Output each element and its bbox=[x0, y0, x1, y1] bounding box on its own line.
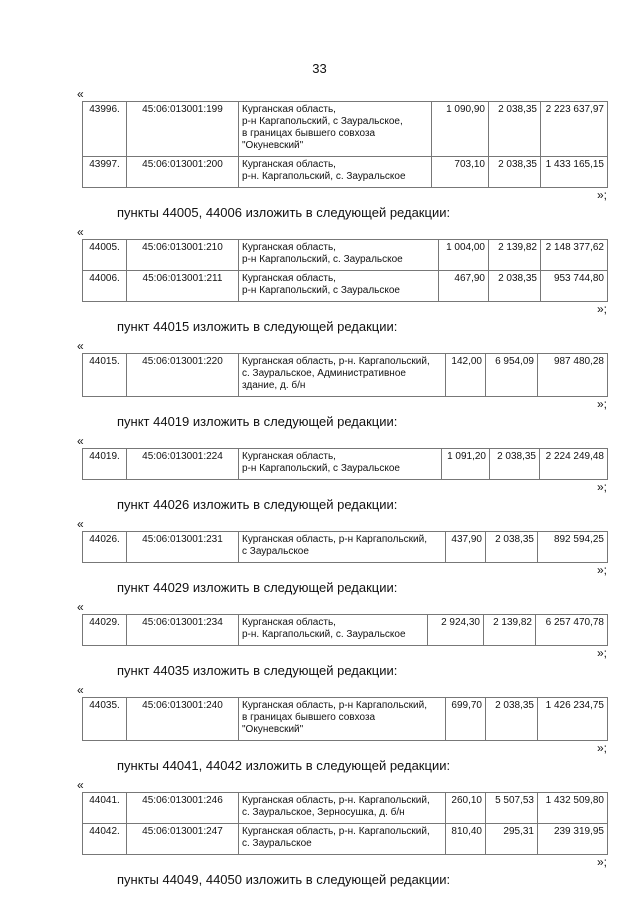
object-address: Курганская область, р-н Каргапольский, с Зауральское, в границах бывшего совхоза "Окуневский" bbox=[239, 102, 432, 157]
item-number: 44006. bbox=[83, 271, 127, 302]
table-row bbox=[83, 240, 608, 271]
amendment-instruction: пункты 44049, 44050 изложить в следующей редакции: bbox=[117, 872, 451, 887]
table-row bbox=[83, 793, 608, 824]
object-address: Курганская область, р-н. Каргапольский, с. Зауральское bbox=[239, 615, 428, 646]
table-row bbox=[83, 157, 608, 188]
amendment-table bbox=[82, 353, 608, 397]
object-area: 437,90 bbox=[446, 532, 486, 563]
table-row bbox=[83, 615, 608, 646]
object-area: 1 004,00 bbox=[439, 240, 489, 271]
object-address: Курганская область, р-н. Каргапольский, с. Зауральское, Административное здание, д. б/н bbox=[239, 354, 446, 397]
opening-quote: « bbox=[77, 87, 84, 101]
item-number: 44019. bbox=[83, 449, 127, 480]
specific-value: 5 507,53 bbox=[486, 793, 538, 824]
amendment-block bbox=[0, 88, 639, 202]
opening-quote: « bbox=[77, 434, 84, 448]
cadastral-value: 2 148 377,62 bbox=[541, 240, 608, 271]
specific-value: 2 038,35 bbox=[489, 102, 541, 157]
specific-value: 295,31 bbox=[486, 824, 538, 855]
closing-quote: »; bbox=[596, 563, 607, 577]
cadastral-value: 1 433 165,15 bbox=[541, 157, 608, 188]
cadastral-value: 892 594,25 bbox=[538, 532, 608, 563]
specific-value: 6 954,09 bbox=[486, 354, 538, 397]
specific-value: 2 139,82 bbox=[484, 615, 536, 646]
opening-quote: « bbox=[77, 683, 84, 697]
object-area: 703,10 bbox=[432, 157, 489, 188]
specific-value: 2 038,35 bbox=[489, 157, 541, 188]
object-area: 1 091,20 bbox=[442, 449, 490, 480]
amendment-table bbox=[82, 697, 608, 741]
amendment-block bbox=[0, 581, 639, 660]
cadastral-number: 45:06:013001:210 bbox=[127, 240, 239, 271]
page-number: 33 bbox=[312, 61, 327, 76]
amendment-table bbox=[82, 792, 608, 855]
amendment-instruction: пункт 44015 изложить в следующей редакции: bbox=[117, 319, 398, 334]
object-area: 810,40 bbox=[446, 824, 486, 855]
amendment-instruction: пункт 44029 изложить в следующей редакции: bbox=[117, 580, 398, 595]
item-number: 44005. bbox=[83, 240, 127, 271]
cadastral-number: 45:06:013001:199 bbox=[127, 102, 239, 157]
document-body bbox=[0, 88, 639, 893]
amendment-table bbox=[82, 239, 608, 302]
specific-value: 2 038,35 bbox=[489, 271, 541, 302]
amendment-block bbox=[0, 415, 639, 494]
object-area: 260,10 bbox=[446, 793, 486, 824]
specific-value: 2 038,35 bbox=[486, 698, 538, 741]
closing-quote: »; bbox=[596, 480, 607, 494]
amendment-table bbox=[82, 614, 608, 646]
cadastral-number: 45:06:013001:200 bbox=[127, 157, 239, 188]
cadastral-value: 953 744,80 bbox=[541, 271, 608, 302]
amendment-instruction: пункт 44019 изложить в следующей редакции: bbox=[117, 414, 398, 429]
opening-quote: « bbox=[77, 778, 84, 792]
item-number: 44035. bbox=[83, 698, 127, 741]
amendment-block bbox=[0, 320, 639, 411]
object-area: 2 924,30 bbox=[428, 615, 484, 646]
cadastral-number: 45:06:013001:224 bbox=[127, 449, 239, 480]
specific-value: 2 038,35 bbox=[486, 532, 538, 563]
amendment-block bbox=[0, 206, 639, 316]
object-address: Курганская область, р-н Каргапольский, с Зауральское bbox=[239, 271, 439, 302]
amendment-block bbox=[0, 498, 639, 577]
opening-quote: « bbox=[77, 225, 84, 239]
table-row bbox=[83, 698, 608, 741]
object-address: Курганская область, р-н Каргапольский, с. Зауральское bbox=[239, 240, 439, 271]
closing-quote: »; bbox=[596, 397, 607, 411]
cadastral-value: 987 480,28 bbox=[538, 354, 608, 397]
object-area: 1 090,90 bbox=[432, 102, 489, 157]
object-area: 467,90 bbox=[439, 271, 489, 302]
closing-quote: »; bbox=[596, 741, 607, 755]
cadastral-number: 45:06:013001:246 bbox=[127, 793, 239, 824]
amendment-instruction: пункты 44041, 44042 изложить в следующей редакции: bbox=[117, 758, 451, 773]
table-row bbox=[83, 354, 608, 397]
table-row bbox=[83, 824, 608, 855]
table-row bbox=[83, 271, 608, 302]
amendment-instruction: пункт 44026 изложить в следующей редакции: bbox=[117, 497, 398, 512]
cadastral-number: 45:06:013001:240 bbox=[127, 698, 239, 741]
item-number: 43997. bbox=[83, 157, 127, 188]
amendment-table bbox=[82, 448, 608, 480]
item-number: 44026. bbox=[83, 532, 127, 563]
closing-quote: »; bbox=[596, 188, 607, 202]
cadastral-number: 45:06:013001:220 bbox=[127, 354, 239, 397]
cadastral-number: 45:06:013001:231 bbox=[127, 532, 239, 563]
specific-value: 2 139,82 bbox=[489, 240, 541, 271]
cadastral-value: 239 319,95 bbox=[538, 824, 608, 855]
cadastral-value: 2 223 637,97 bbox=[541, 102, 608, 157]
cadastral-value: 2 224 249,48 bbox=[540, 449, 608, 480]
object-address: Курганская область, р-н Каргапольский, с Зауральское bbox=[239, 449, 442, 480]
object-address: Курганская область, р-н Каргапольский, в границах бывшего совхоза "Окуневский" bbox=[239, 698, 446, 741]
specific-value: 2 038,35 bbox=[490, 449, 540, 480]
item-number: 44042. bbox=[83, 824, 127, 855]
closing-quote: »; bbox=[596, 855, 607, 869]
closing-quote: »; bbox=[596, 302, 607, 316]
item-number: 44029. bbox=[83, 615, 127, 646]
cadastral-value: 1 426 234,75 bbox=[538, 698, 608, 741]
amendment-instruction: пункт 44035 изложить в следующей редакции: bbox=[117, 663, 398, 678]
opening-quote: « bbox=[77, 600, 84, 614]
closing-quote: »; bbox=[596, 646, 607, 660]
cadastral-value: 6 257 470,78 bbox=[536, 615, 608, 646]
object-area: 699,70 bbox=[446, 698, 486, 741]
table-row bbox=[83, 532, 608, 563]
table-row bbox=[83, 449, 608, 480]
cadastral-number: 45:06:013001:211 bbox=[127, 271, 239, 302]
cadastral-number: 45:06:013001:234 bbox=[127, 615, 239, 646]
item-number: 44015. bbox=[83, 354, 127, 397]
item-number: 43996. bbox=[83, 102, 127, 157]
table-row bbox=[83, 102, 608, 157]
amendment-table bbox=[82, 101, 608, 188]
cadastral-number: 45:06:013001:247 bbox=[127, 824, 239, 855]
object-address: Курганская область, р-н. Каргапольский, с. Зауральское bbox=[239, 824, 446, 855]
cadastral-value: 1 432 509,80 bbox=[538, 793, 608, 824]
object-area: 142,00 bbox=[446, 354, 486, 397]
amendment-block bbox=[0, 664, 639, 755]
object-address: Курганская область, р-н. Каргапольский, с. Зауральское bbox=[239, 157, 432, 188]
item-number: 44041. bbox=[83, 793, 127, 824]
amendment-block bbox=[0, 759, 639, 869]
opening-quote: « bbox=[77, 517, 84, 531]
amendment-table bbox=[82, 531, 608, 563]
opening-quote: « bbox=[77, 339, 84, 353]
object-address: Курганская область, р-н Каргапольский, с Зауральское bbox=[239, 532, 446, 563]
amendment-instruction: пункты 44005, 44006 изложить в следующей редакции: bbox=[117, 205, 451, 220]
object-address: Курганская область, р-н. Каргапольский, с. Зауральское, Зерносушка, д. б/н bbox=[239, 793, 446, 824]
